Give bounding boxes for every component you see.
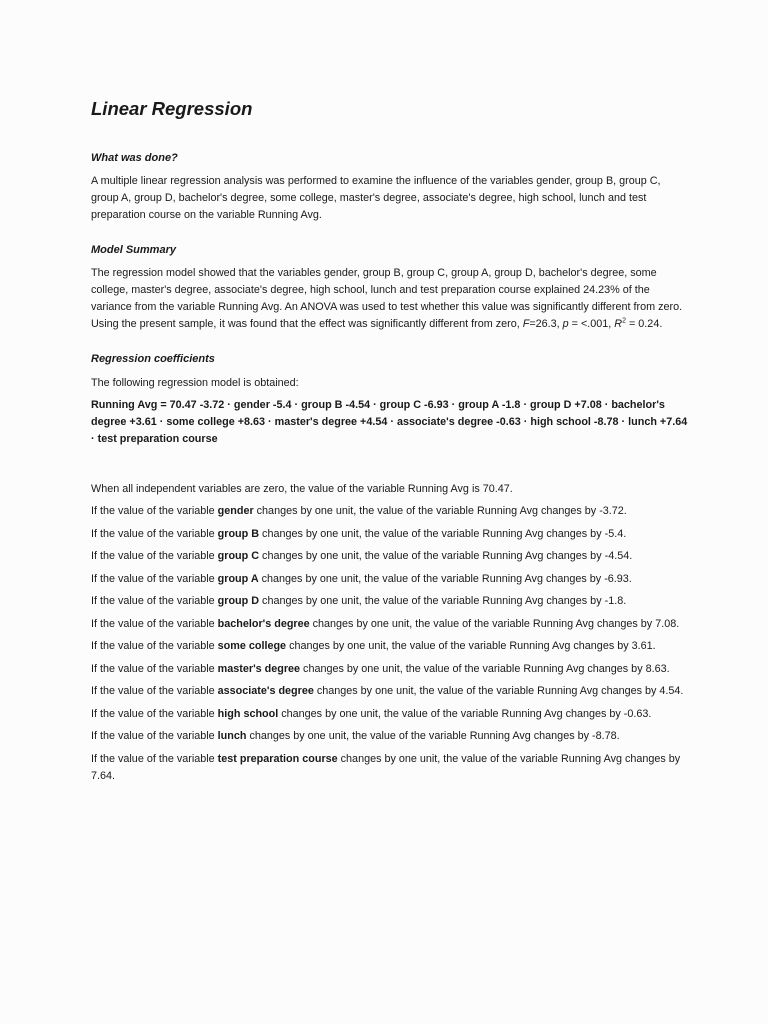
coefficient-interpretation bbox=[91, 526, 691, 543]
effect-middle: changes by one unit, the value of the variable Running Avg changes by bbox=[300, 662, 646, 675]
effect-variable: gender bbox=[217, 505, 254, 517]
effect-variable: group B bbox=[217, 527, 260, 540]
effect-prefix: If the value of the variable bbox=[91, 617, 218, 630]
page-title: Linear Regression bbox=[91, 98, 253, 119]
document-content bbox=[91, 96, 691, 790]
effect-change-value: 4.54. bbox=[659, 685, 684, 697]
effect-variable: some college bbox=[217, 640, 287, 652]
effect-middle: changes by one unit, the value of the variable Running Avg changes by bbox=[286, 640, 632, 652]
effect-variable: bachelor's degree bbox=[217, 617, 310, 630]
effect-prefix: If the value of the variable bbox=[91, 550, 218, 562]
effect-change-value: 8.63. bbox=[645, 662, 670, 675]
coefficient-interpretation bbox=[91, 616, 691, 633]
effect-middle: changes by one unit, the value of the variable Running Avg changes by bbox=[259, 550, 605, 562]
r-squared-value: = 0.24. bbox=[626, 318, 663, 330]
coefficient-interpretation bbox=[91, 661, 691, 678]
effect-middle: changes by one unit, the value of the variable Running Avg changes by bbox=[246, 730, 592, 742]
effect-prefix: If the value of the variable bbox=[91, 752, 218, 765]
effect-prefix: If the value of the variable bbox=[91, 685, 218, 697]
effect-variable: group C bbox=[217, 550, 260, 562]
effect-prefix: If the value of the variable bbox=[91, 527, 218, 540]
effect-variable: group A bbox=[217, 572, 259, 585]
effect-prefix: If the value of the variable bbox=[91, 707, 218, 720]
effect-middle: changes by one unit, the value of the variable Running Avg changes by bbox=[259, 527, 605, 540]
coefficient-interpretations bbox=[91, 503, 691, 785]
what-done-heading: What was done? bbox=[91, 152, 178, 164]
effect-change-value: -6.93. bbox=[604, 572, 632, 585]
effect-middle: changes by one unit, the value of the variable Running Avg changes by bbox=[259, 595, 605, 607]
coefficient-interpretation bbox=[91, 593, 691, 610]
effect-change-value: 7.08. bbox=[655, 617, 680, 630]
effect-middle: changes by one unit, the value of the variable Running Avg changes by bbox=[278, 707, 624, 720]
effect-prefix: If the value of the variable bbox=[91, 662, 218, 675]
regression-coefficients-heading: Regression coefficients bbox=[91, 353, 215, 365]
intercept-interpretation: When all independent variables are zero, the value of the variable Running Avg is 70.47. bbox=[91, 483, 513, 495]
coefficient-interpretation bbox=[91, 571, 691, 588]
model-summary-paragraph bbox=[91, 265, 691, 333]
effect-variable: lunch bbox=[217, 730, 247, 742]
regression-model-intro: The following regression model is obtained: bbox=[91, 377, 299, 389]
effect-middle: changes by one unit, the value of the variable Running Avg changes by bbox=[258, 572, 605, 585]
effect-middle: changes by one unit, the value of the variable Running Avg changes by bbox=[337, 752, 681, 765]
coefficient-interpretation bbox=[91, 751, 691, 785]
coefficient-interpretation bbox=[91, 503, 691, 520]
r-squared-label: R bbox=[614, 318, 623, 330]
effect-change-value: 3.61. bbox=[631, 640, 656, 652]
effect-change-value: -3.72. bbox=[599, 505, 627, 517]
f-statistic-label: F bbox=[522, 318, 530, 330]
coefficient-interpretation bbox=[91, 728, 691, 745]
effect-change-value: -8.78. bbox=[592, 730, 620, 742]
effect-prefix: If the value of the variable bbox=[91, 595, 218, 607]
model-summary-heading: Model Summary bbox=[91, 244, 176, 256]
coefficient-interpretation bbox=[91, 683, 691, 700]
effect-prefix: If the value of the variable bbox=[91, 640, 218, 652]
effect-change-value: -1.8. bbox=[604, 595, 627, 607]
effect-change-value: -4.54. bbox=[604, 550, 633, 562]
p-value-label: p bbox=[562, 318, 569, 330]
effect-variable: high school bbox=[217, 707, 279, 720]
effect-middle: changes by one unit, the value of the variable Running Avg changes by bbox=[253, 505, 600, 517]
effect-change-value: -0.63. bbox=[623, 707, 652, 720]
coefficient-interpretation bbox=[91, 638, 691, 655]
effect-variable: group D bbox=[217, 595, 260, 607]
model-summary-text: The regression model showed that the variables gender, group B, group C, group A, group D, bachelor's degree, some college, master's degree, associate's degree, high school, lunch and test preparation course explained 24.23% of the variance from the variable Running Avg. An ANOVA was used to test whether this value was significantly different from zero. Using the present sample, it was found that the effect was significantly different from zero, bbox=[91, 267, 683, 330]
coefficient-interpretation bbox=[91, 548, 691, 565]
effect-prefix: If the value of the variable bbox=[91, 505, 218, 517]
effect-variable: associate's degree bbox=[217, 685, 314, 697]
effect-variable: master's degree bbox=[217, 662, 301, 675]
what-done-text: A multiple linear regression analysis was performed to examine the influence of the variables gender, group B, group C, group A, group D, bachelor's degree, some college, master's degree, associate's degree, high school, lunch and test preparation course on the variable Running Avg. bbox=[91, 175, 661, 221]
effect-prefix: If the value of the variable bbox=[91, 730, 218, 742]
effect-variable: test preparation course bbox=[217, 752, 338, 765]
r-squared-superscript: 2 bbox=[622, 317, 626, 325]
f-statistic-value: =26.3, bbox=[529, 318, 563, 330]
p-value-value: = <.001, bbox=[568, 318, 615, 330]
effect-middle: changes by one unit, the value of the variable Running Avg changes by bbox=[313, 685, 660, 697]
effect-change-value: -5.4. bbox=[604, 527, 627, 540]
effect-middle: changes by one unit, the value of the variable Running Avg changes by bbox=[309, 617, 656, 630]
regression-equation: Running Avg = 70.47 -3.72 · gender -5.4 · group B -4.54 · group C -6.93 · group A -1.8 · group D +7.08 · bachelor's degree +3.61 · some college +8.63 · master's degree +4.54 · associate's degree -0.63 · high school -8.78 · lunch +7.64 · test preparation course bbox=[91, 399, 688, 445]
effect-prefix: If the value of the variable bbox=[91, 572, 218, 585]
coefficient-interpretation bbox=[91, 706, 691, 723]
effect-change-value: 7.64. bbox=[91, 769, 116, 782]
